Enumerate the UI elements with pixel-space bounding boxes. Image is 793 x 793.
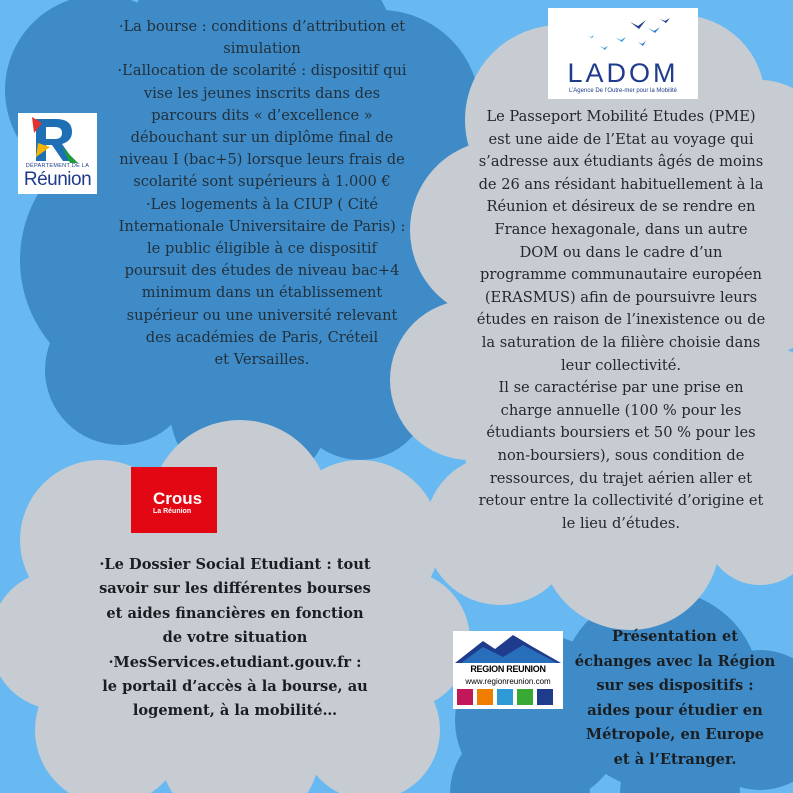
text-line: sur ses dispositifs : [596,677,754,695]
text-line: Réunion et désireux de se rendre en [486,198,756,216]
text-line: DOM ou dans le cadre d’un [519,243,723,261]
birds-icon [548,8,698,58]
region-reunion-logo [453,631,563,709]
ladom-logo [548,8,698,99]
text-line: est une aide de l’Etat au voyage qui [488,130,754,148]
text-line: (ERASMUS) afin de poursuivre leurs [484,288,758,306]
crous-logo [131,467,217,533]
text-line: des académies de Paris, Créteil [145,328,379,346]
text-line: Métropole, en Europe [585,726,765,744]
text-line: de 26 ans résidant habituellement à la [478,175,764,193]
text-line: minimum dans un établissement [141,284,383,302]
text-line: Présentation et [612,628,738,645]
ladom-name: LADOM [567,58,679,88]
text-line: supérieur ou une université relevant [126,306,398,324]
text-line: le portail d’accès à la bourse, au [102,678,368,696]
departement-label: DÉPARTEMENT DE LA [25,163,90,169]
text-line: la saturation de la filière choisie dans [481,333,761,351]
text-line: vise les jeunes inscrits dans des [143,84,381,102]
text-line: et à l’Etranger. [613,750,737,768]
color-squares [453,689,563,707]
text-line: études en raison de l’inexistence ou de [476,311,766,329]
bottom-left-text [75,553,395,724]
text-line: ·Le Dossier Social Etudiant : tout [99,556,371,573]
text-line: poursuit des études de niveau bac+4 [124,262,400,280]
right-text [455,106,787,535]
text-line: aides pour étudier en [587,701,763,719]
text-line: ressources, du trajet aérien aller et [489,469,753,487]
text-line: ·Les logements à la CIUP ( Cité [145,195,379,213]
text-line: s’adresse aux étudiants âgés de moins [478,153,764,171]
text-line: de votre situation [162,629,308,647]
top-left-text [92,16,432,371]
text-line: Il se caractérise par une prise en [498,379,744,397]
text-line: programme communautaire européen [480,266,762,284]
text-line: simulation [223,40,301,58]
bottom-right-text [565,625,785,773]
text-line: débouchant sur un diplôme final de [130,129,394,147]
text-line: ·La bourse : conditions d’attribution et [118,18,406,35]
region-url: www.regionreunion.com [465,677,551,686]
text-line: et Versailles. [214,351,310,369]
text-line: parcours dits « d’excellence » [151,106,373,124]
text-line: leur collectivité. [560,356,681,374]
ladom-tagline: L’Agence De l’Outre-mer pour la Mobilité [568,88,678,94]
text-line: Internationale Universitaire de Paris) : [118,217,406,235]
text-line: France hexagonale, dans un autre [494,220,748,238]
departement-r-icon [18,113,97,163]
region-name: REGION REUNION [470,664,546,674]
text-line: savoir sur les différentes bourses [99,580,371,598]
crous-sub: La Réunion [153,508,192,515]
text-line: le public éligible à ce dispositif [147,240,377,258]
text-line: logement, à la mobilité… [132,702,338,720]
text-line: ·MesServices.etudiant.gouv.fr : [108,653,362,671]
text-line: le lieu d’études. [562,514,680,532]
text-line: non-boursiers), sous condition de [497,446,745,464]
reunion-label: Réunion [23,169,92,190]
text-line: Le Passeport Mobilité Etudes (PME) [486,108,756,125]
text-line: charge annuelle (100 % pour les [500,401,742,419]
text-line: scolarité sont supérieurs à 1.000 € [133,173,391,191]
text-line: échanges avec la Région [574,652,776,670]
text-line: retour entre la collectivité d’origine et [478,492,764,510]
departement-reunion-logo [18,113,97,194]
text-line: niveau I (bac+5) lorsque leurs frais de [119,151,405,169]
crous-name: Crous [153,489,203,508]
text-line: et aides financières en fonction [106,604,364,622]
text-line: étudiants boursiers et 50 % pour les [486,424,756,442]
text-line: ·L’allocation de scolarité : dispositif qui [117,62,407,80]
mountain-sun-icon [453,631,563,665]
